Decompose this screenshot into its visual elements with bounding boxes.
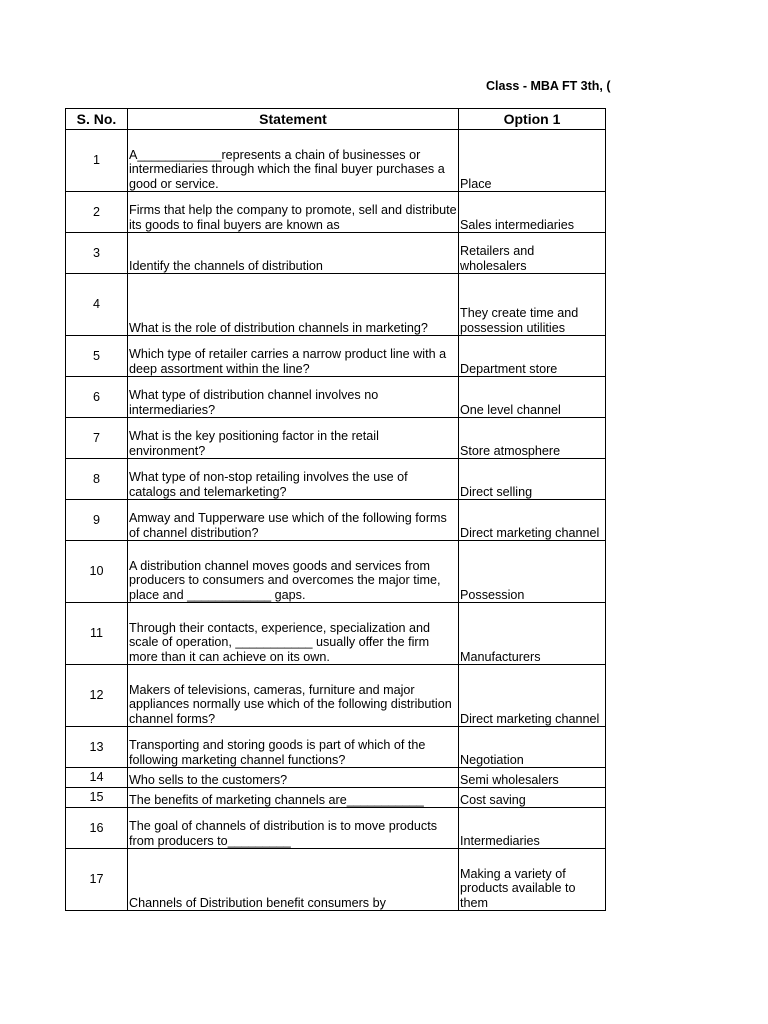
table-row (66, 768, 606, 788)
row-number: 14 (66, 768, 128, 788)
row-option1: Semi wholesalers (459, 768, 606, 788)
row-number: 10 (66, 541, 128, 603)
row-number: 15 (66, 788, 128, 808)
row-option1: They create time and possession utilities (459, 274, 606, 336)
table-row (66, 377, 606, 418)
row-statement: Amway and Tupperware use which of the following forms of channel distribution? (128, 500, 459, 541)
row-option1: One level channel (459, 377, 606, 418)
row-number: 1 (66, 130, 128, 192)
table-row (66, 336, 606, 377)
table-row (66, 808, 606, 849)
table-row (66, 665, 606, 727)
column-header-option1: Option 1 (459, 109, 606, 130)
row-number: 11 (66, 603, 128, 665)
row-statement: Firms that help the company to promote, sell and distribute its goods to final buyers are known as (128, 192, 459, 233)
table-row (66, 233, 606, 274)
row-option1: Retailers and wholesalers (459, 233, 606, 274)
row-option1: Negotiation (459, 727, 606, 768)
row-number: 13 (66, 727, 128, 768)
row-number: 2 (66, 192, 128, 233)
row-number: 17 (66, 849, 128, 911)
table-row (66, 849, 606, 911)
table-row (66, 130, 606, 192)
column-header-statement: Statement (128, 109, 459, 130)
table-row (66, 727, 606, 768)
row-statement: Who sells to the customers? (128, 768, 459, 788)
row-statement: What type of non-stop retailing involves the use of catalogs and telemarketing? (128, 459, 459, 500)
row-statement: What is the key positioning factor in the retail environment? (128, 418, 459, 459)
row-number: 7 (66, 418, 128, 459)
row-statement: Makers of televisions, cameras, furniture and major appliances normally use which of the following distribution channel forms? (128, 665, 459, 727)
table-row (66, 459, 606, 500)
row-number: 6 (66, 377, 128, 418)
row-number: 12 (66, 665, 128, 727)
class-label: Class - MBA FT 3th, ( (486, 79, 611, 93)
row-option1: Direct marketing channel (459, 665, 606, 727)
table-row (66, 274, 606, 336)
table-row (66, 541, 606, 603)
row-option1: Place (459, 130, 606, 192)
row-statement: Channels of Distribution benefit consumers by (128, 849, 459, 911)
row-statement: Transporting and storing goods is part of which of the following marketing channel functions? (128, 727, 459, 768)
row-option1: Department store (459, 336, 606, 377)
row-number: 9 (66, 500, 128, 541)
row-option1: Direct selling (459, 459, 606, 500)
row-option1: Making a variety of products available to them (459, 849, 606, 911)
row-statement: The goal of channels of distribution is to move products from producers to_________ (128, 808, 459, 849)
row-statement: Through their contacts, experience, specialization and scale of operation, ___________ usually offer the firm more than it can achieve on its own. (128, 603, 459, 665)
row-option1: Direct marketing channel (459, 500, 606, 541)
row-statement: What is the role of distribution channels in marketing? (128, 274, 459, 336)
row-number: 4 (66, 274, 128, 336)
row-statement: The benefits of marketing channels are___________ (128, 788, 459, 808)
row-statement: What type of distribution channel involves no intermediaries? (128, 377, 459, 418)
row-number: 3 (66, 233, 128, 274)
column-header-sno: S. No. (66, 109, 128, 130)
row-option1: Store atmosphere (459, 418, 606, 459)
row-statement: A____________represents a chain of businesses or intermediaries through which the final buyer purchases a good or service. (128, 130, 459, 192)
row-statement: Which type of retailer carries a narrow product line with a deep assortment within the line? (128, 336, 459, 377)
row-number: 16 (66, 808, 128, 849)
row-statement: A distribution channel moves goods and services from producers to consumers and overcomes the major time, place and ____________ gaps. (128, 541, 459, 603)
table-row (66, 418, 606, 459)
row-option1: Possession (459, 541, 606, 603)
row-option1: Sales intermediaries (459, 192, 606, 233)
table-row (66, 603, 606, 665)
table-row (66, 500, 606, 541)
row-number: 5 (66, 336, 128, 377)
row-option1: Manufacturers (459, 603, 606, 665)
question-table (65, 108, 606, 911)
row-number: 8 (66, 459, 128, 500)
row-statement: Identify the channels of distribution (128, 233, 459, 274)
row-option1: Intermediaries (459, 808, 606, 849)
row-option1: Cost saving (459, 788, 606, 808)
table-header-row (66, 109, 606, 130)
table-row (66, 788, 606, 808)
table-row (66, 192, 606, 233)
